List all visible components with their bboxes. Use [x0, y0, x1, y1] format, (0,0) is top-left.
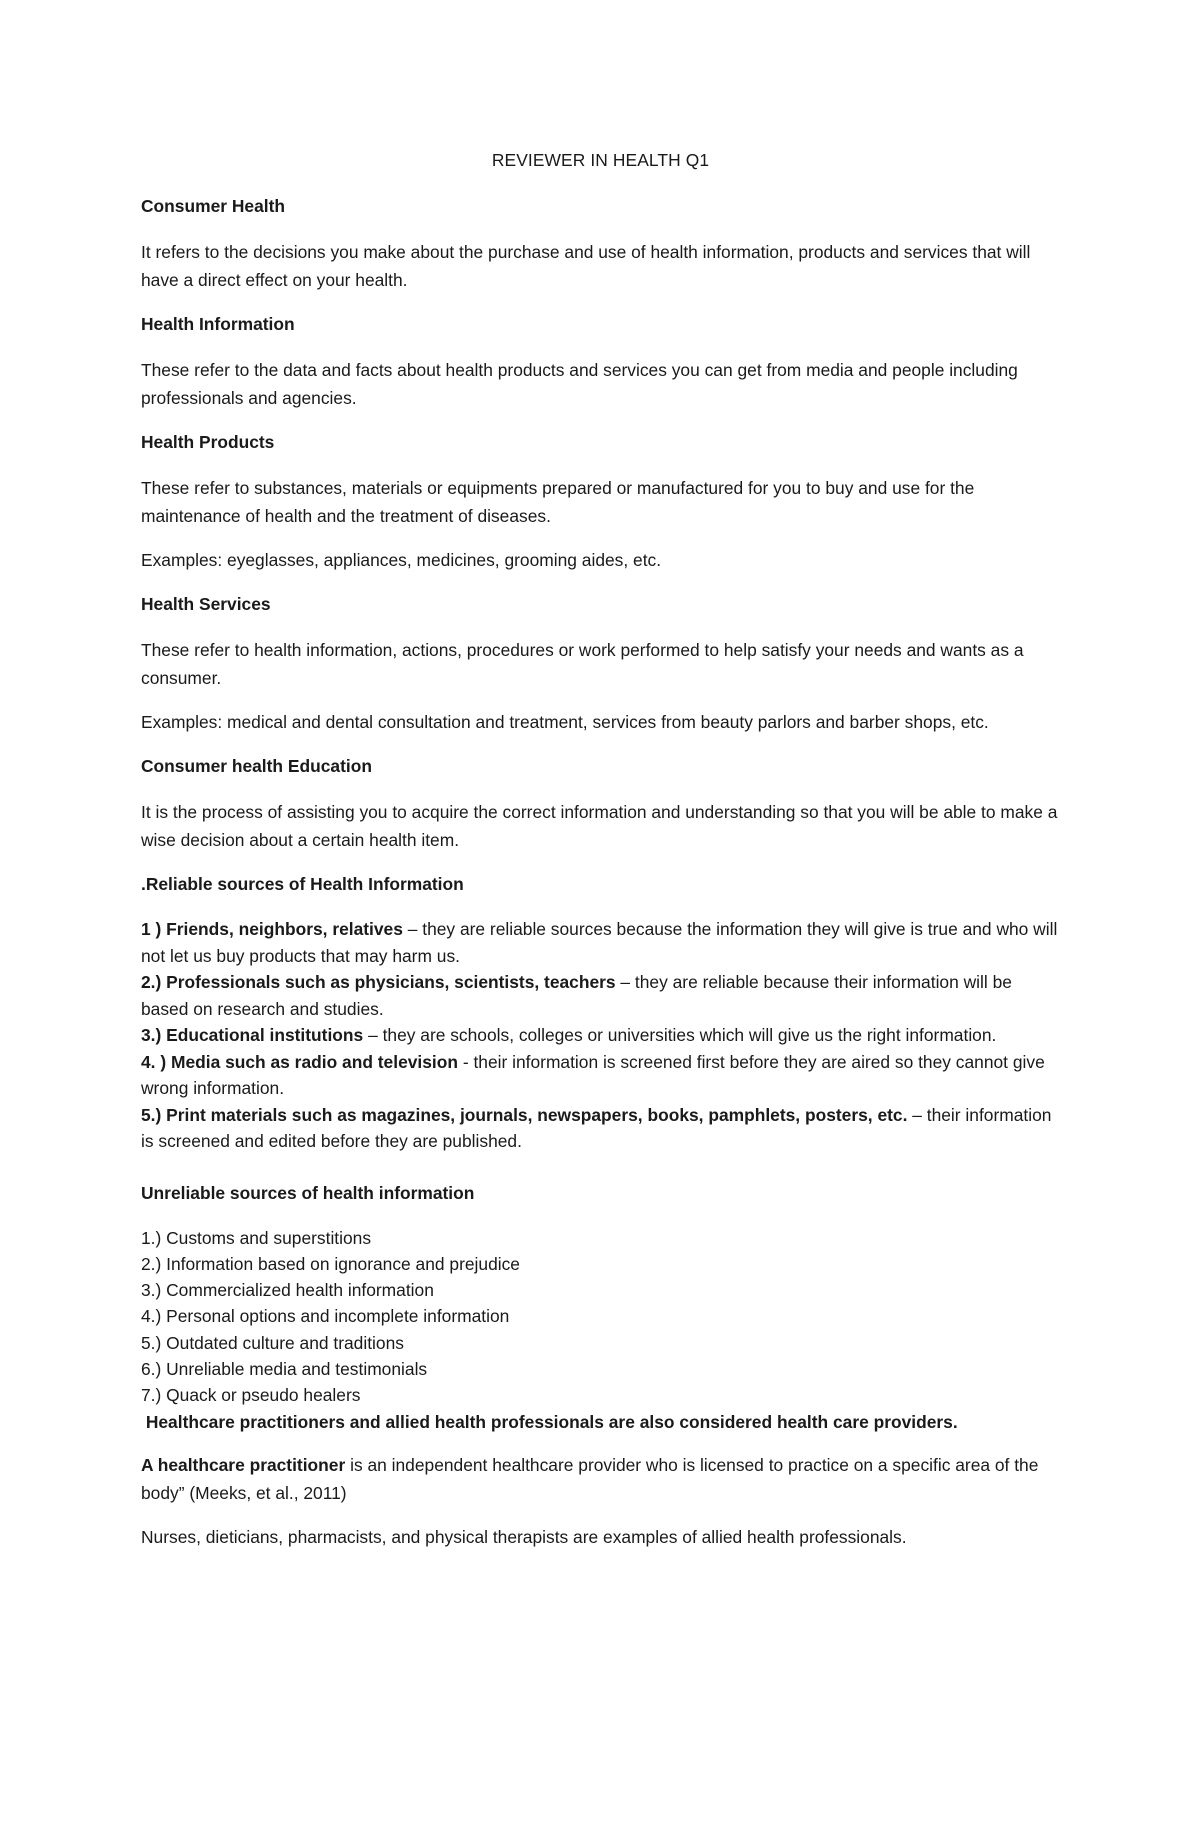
heading-consumer-health: Consumer Health: [141, 196, 285, 216]
list-item: 1.) Customs and superstitions: [141, 1227, 372, 1248]
list-item-text: - their information is screened first before they are aired so they cannot give wrong information.: [141, 1051, 1045, 1098]
list-item: 7.) Quack or pseudo healers: [141, 1385, 361, 1406]
list-item: 5.) Outdated culture and traditions: [141, 1332, 404, 1353]
providers-statement: Healthcare practitioners and allied health professionals are also considered health care providers.: [141, 1411, 958, 1432]
list-item-lead: 1 ) Friends, neighbors, relatives: [141, 919, 403, 939]
list-item: [141, 1022, 1060, 1049]
paragraph-consumer-health: It refers to the decisions you make about the purchase and use of health information, products and services that will have a direct effect on your health.: [141, 242, 1031, 290]
list-item: [141, 1049, 1060, 1102]
paragraph-allied-health: Nurses, dieticians, pharmacists, and physical therapists are examples of allied health professionals.: [141, 1526, 907, 1547]
list-item: [141, 916, 1060, 969]
heading-health-services: Health Services: [141, 594, 271, 614]
unreliable-sources-list: [141, 1225, 1060, 1435]
heading-reliable-sources: .Reliable sources of Health Information: [141, 874, 464, 894]
list-item-lead: 3.) Educational institutions: [141, 1025, 364, 1045]
list-item: 4.) Personal options and incomplete information: [141, 1306, 510, 1327]
list-item-text: – they are schools, colleges or universities which will give us the right information.: [363, 1025, 997, 1045]
paragraph-health-products: These refer to substances, materials or equipments prepared or manufactured for you to buy and use for the maintenance of health and the treatment of diseases.: [141, 478, 975, 526]
heading-health-information: Health Information: [141, 314, 295, 334]
practitioner-definition: is an independent healthcare provider who is licensed to practice on a specific area of the body” (Meeks, et al., 2011): [141, 1454, 1039, 1503]
examples-health-services: Examples: medical and dental consultation and treatment, services from beauty parlors and barber shops, etc.: [141, 712, 989, 732]
list-item-lead: 4. ) Media such as radio and television: [141, 1051, 458, 1072]
list-item: [141, 1102, 1060, 1155]
list-item: 6.) Unreliable media and testimonials: [141, 1358, 428, 1379]
paragraph-health-information: These refer to the data and facts about health products and services you can get from media and people including professionals and agencies.: [141, 360, 1018, 408]
document-title: REVIEWER IN HEALTH Q1: [491, 150, 710, 170]
list-item-lead: 5.) Print materials such as magazines, journals, newspapers, books, pamphlets, posters, etc.: [141, 1104, 908, 1125]
heading-unreliable-sources: Unreliable sources of health information: [141, 1182, 475, 1203]
paragraph-consumer-health-education: It is the process of assisting you to acquire the correct information and understanding so that you will be able to make a wise decision about a certain health item.: [141, 802, 1058, 850]
list-item-text: – they are reliable because their information will be based on research and studies.: [141, 972, 1012, 1019]
list-item: [141, 969, 1060, 1022]
list-item-text: – they are reliable sources because the information they will give is true and who will not let us buy products that may harm us.: [141, 919, 1058, 966]
heading-health-products: Health Products: [141, 432, 275, 452]
list-item-lead: 2.) Professionals such as physicians, scientists, teachers: [141, 972, 616, 992]
reliable-sources-list: [141, 916, 1060, 1155]
list-item: 2.) Information based on ignorance and prejudice: [141, 1253, 520, 1274]
paragraph-health-services: These refer to health information, actions, procedures or work performed to help satisfy your needs and wants as a consumer.: [141, 640, 1024, 688]
list-item: 3.) Commercialized health information: [141, 1280, 434, 1301]
heading-consumer-health-education: Consumer health Education: [141, 756, 372, 776]
examples-health-products: Examples: eyeglasses, appliances, medicines, grooming aides, etc.: [141, 550, 662, 570]
list-item-text: – their information is screened and edited before they are published.: [141, 1104, 1052, 1151]
practitioner-term: A healthcare practitioner: [141, 1454, 346, 1475]
paragraph-healthcare-practitioner: [141, 1451, 1060, 1507]
